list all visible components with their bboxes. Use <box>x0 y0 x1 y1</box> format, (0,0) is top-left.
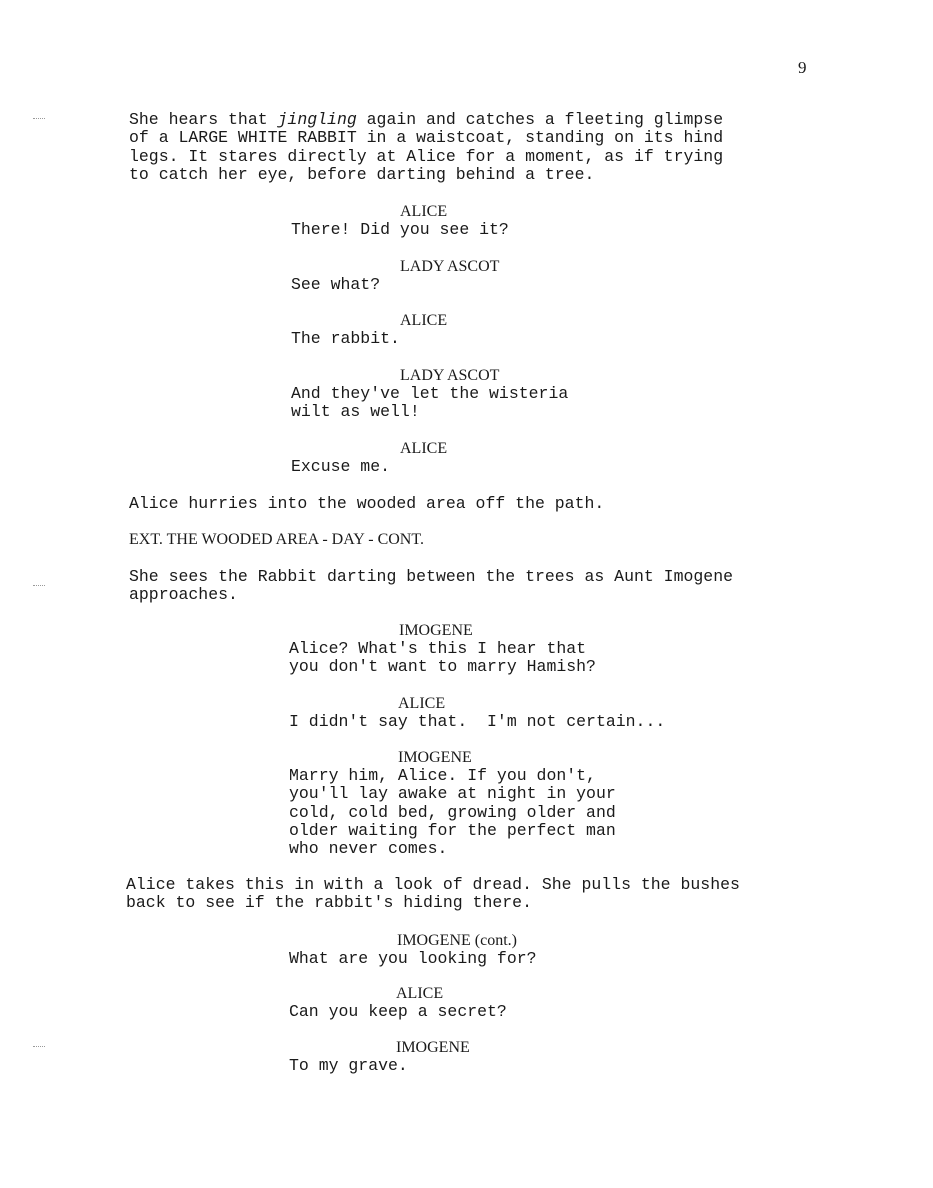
action-paragraph: Alice hurries into the wooded area off the path. <box>129 494 605 513</box>
scene-heading: EXT. THE WOODED AREA - DAY - CONT. <box>129 531 424 548</box>
character-cue: LADY ASCOT <box>400 258 500 275</box>
emphasis-text: jingling <box>277 110 357 129</box>
character-cue: ALICE <box>400 312 448 329</box>
margin-mark <box>33 118 45 120</box>
character-cue: ALICE <box>396 985 444 1002</box>
dialogue-line: The rabbit. <box>291 329 400 348</box>
margin-mark <box>33 585 45 587</box>
action-paragraph: She hears that jingling again and catches a fleeting glimpse of a LARGE WHITE RABBIT in a waistcoat, standing on its hind legs. It stares directly at Alice for a moment, as if trying to catch her eye, before darting behind a tree. <box>129 110 724 184</box>
dialogue-block: Alice? What's this I hear that you don't want to marry Hamish? <box>289 639 596 677</box>
dialogue-block: Marry him, Alice. If you don't, you'll lay awake at night in your cold, cold bed, growing older and older waiting for the perfect man who never comes. <box>289 766 616 859</box>
character-cue: LADY ASCOT <box>400 367 500 384</box>
character-cue: ALICE <box>400 203 448 220</box>
dialogue-line: There! Did you see it? <box>291 220 509 239</box>
character-cue: IMOGENE <box>396 1039 470 1056</box>
dialogue-block: And they've let the wisteria wilt as well! <box>291 384 569 422</box>
dialogue-line: Can you keep a secret? <box>289 1002 507 1021</box>
dialogue-line: See what? <box>291 275 381 294</box>
dialogue-line: To my grave. <box>289 1056 408 1075</box>
margin-mark <box>33 1046 45 1048</box>
character-cue: IMOGENE <box>398 749 472 766</box>
action-paragraph: Alice takes this in with a look of dread. She pulls the bushes back to see if the rabbit's hiding there. <box>126 875 740 913</box>
dialogue-line: I didn't say that. I'm not certain... <box>289 712 666 731</box>
character-cue: IMOGENE <box>399 622 473 639</box>
character-cue: ALICE <box>398 695 446 712</box>
character-cue: ALICE <box>400 440 448 457</box>
dialogue-line: What are you looking for? <box>289 949 537 968</box>
page-number: 9 <box>798 58 807 77</box>
character-cue: IMOGENE (cont.) <box>397 932 517 949</box>
dialogue-line: Excuse me. <box>291 457 391 476</box>
action-paragraph: She sees the Rabbit darting between the trees as Aunt Imogene approaches. <box>129 567 733 605</box>
